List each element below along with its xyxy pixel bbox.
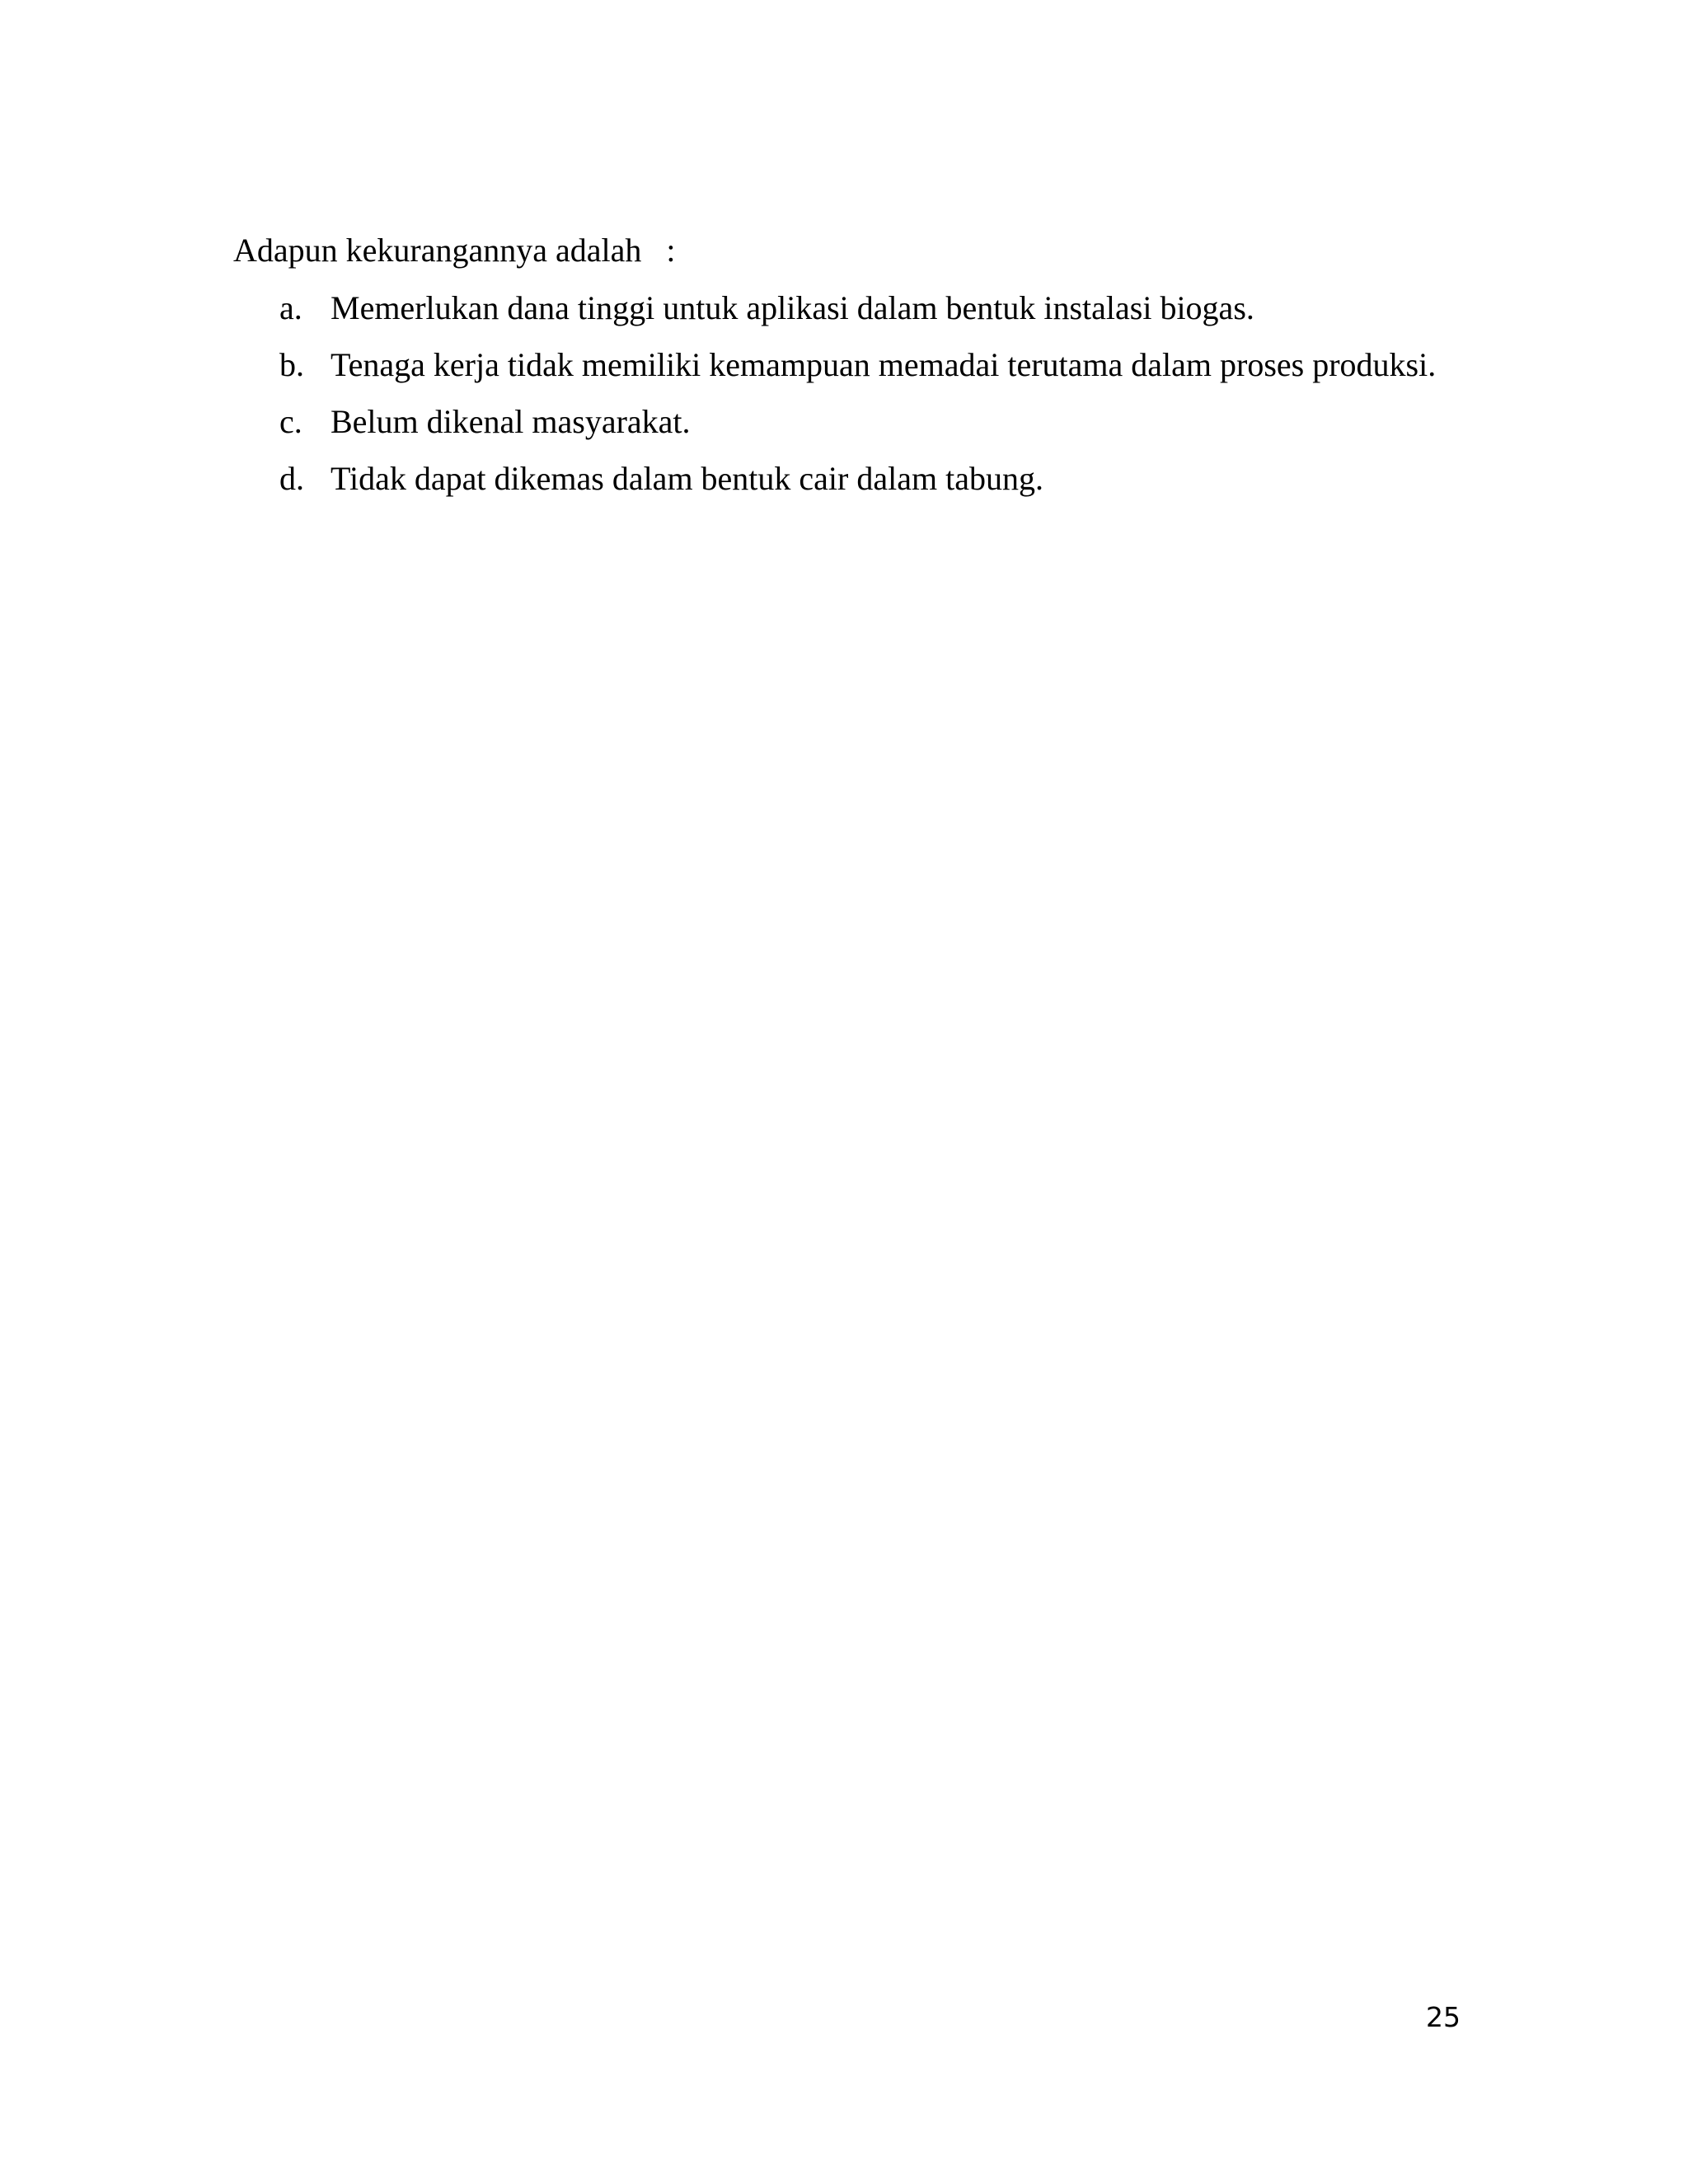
intro-label: Adapun kekurangannya adalah xyxy=(233,232,642,269)
intro-colon: : xyxy=(666,232,676,269)
list-item-letter: a. xyxy=(279,289,302,326)
page-number: 25 xyxy=(1426,2001,1461,2033)
list-item-text: Tidak dapat dikemas dalam bentuk cair dalam tabung. xyxy=(331,460,1043,497)
list-item xyxy=(233,285,1519,342)
list-item-text: Tenaga kerja tidak memiliki kemampuan memadai terutama dalam proses produksi. xyxy=(331,346,1437,383)
list-item-letter: c. xyxy=(279,403,302,440)
list-item-letter: b. xyxy=(279,346,304,383)
list-item xyxy=(233,399,1519,456)
drawbacks-list xyxy=(233,285,1519,513)
list-item-text: Memerlukan dana tinggi untuk aplikasi dalam bentuk instalasi biogas. xyxy=(331,289,1254,326)
list-item-text: Belum dikenal masyarakat. xyxy=(331,403,691,440)
list-item xyxy=(233,456,1519,513)
list-item xyxy=(233,342,1519,399)
intro-paragraph xyxy=(233,227,675,274)
list-item-letter: d. xyxy=(279,460,304,497)
